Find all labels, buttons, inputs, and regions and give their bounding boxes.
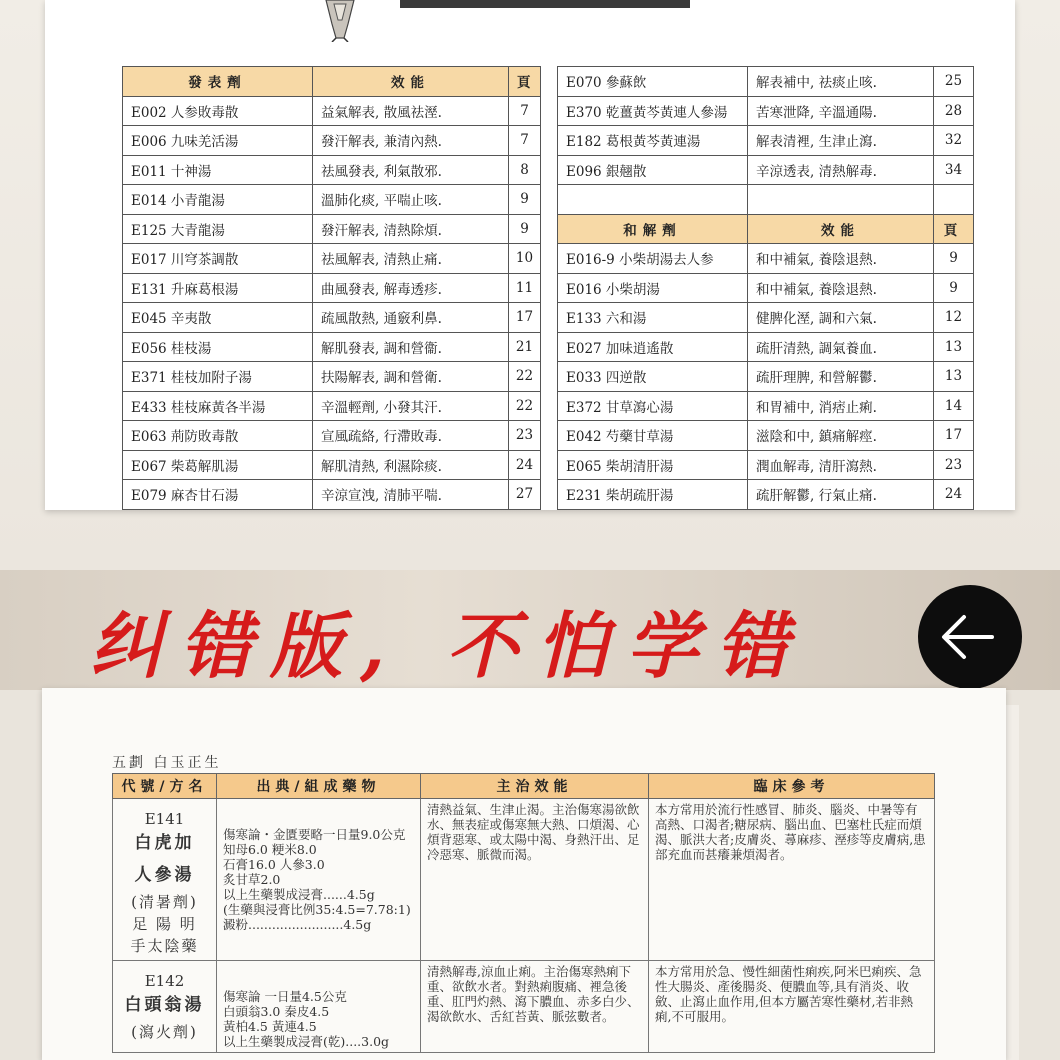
- formula-type: (瀉火劑): [131, 1023, 198, 1041]
- table-row: [558, 126, 974, 156]
- formula-effect: 扶陽解表, 調和營衛.: [313, 362, 509, 392]
- formula-type: (清暑劑): [131, 893, 198, 911]
- formula-name: E079 麻杏甘石湯: [123, 480, 313, 510]
- table-row: [123, 362, 541, 392]
- source-cell: [217, 799, 421, 961]
- formula-meridian: 足 陽 明: [132, 915, 197, 933]
- page-number: 24: [509, 450, 541, 480]
- blank-cell: [934, 185, 974, 215]
- table-row: [558, 332, 974, 362]
- formula-name: E063 荊防敗毒散: [123, 421, 313, 451]
- table-row: [123, 96, 541, 126]
- page-number: 10: [509, 244, 541, 274]
- formula-effect: 曲風發表, 解毒透疹.: [313, 273, 509, 303]
- formula-name: E096 銀翹散: [558, 155, 748, 185]
- formula-name: E056 桂枝湯: [123, 332, 313, 362]
- formula-name: E033 四逆散: [558, 362, 748, 392]
- formula-meridian: 手太陰藥: [130, 937, 199, 955]
- formula-effect: 辛溫輕劑, 小發其汗.: [313, 391, 509, 421]
- page-number: 9: [509, 185, 541, 215]
- formula-effect: 辛涼透表, 清熱解毒.: [748, 155, 934, 185]
- table-row: [123, 155, 541, 185]
- indication-cell: 清熱解毒,涼血止痢。主治傷寒熱痢下重、欲飲水者。對熱痢腹痛、裡急後重、肛門灼熱、瀉下膿血、赤多白少、渴欲飲水、舌紅苔黃、脈弦數者。: [421, 961, 649, 1053]
- formula-name: E182 葛根黃芩黃連湯: [558, 126, 748, 156]
- table-row: [558, 67, 974, 97]
- formula-effect: 解肌清熱, 利濕除痰.: [313, 450, 509, 480]
- blank-cell: [748, 185, 934, 215]
- formula-name: E065 柴胡清肝湯: [558, 450, 748, 480]
- formula-name: E133 六和湯: [558, 303, 748, 333]
- formula-effect: 祛風解表, 清熱止痛.: [313, 244, 509, 274]
- table-row: [558, 450, 974, 480]
- page-number: 7: [509, 96, 541, 126]
- chapter-heading: 五劃 白玉正生: [112, 755, 222, 771]
- table-row: [113, 961, 935, 1053]
- source-line: (生藥與浸膏比例35:4.5=7.78:1): [223, 902, 411, 917]
- formula-effect: 苦寒泄降, 辛溫通陽.: [748, 96, 934, 126]
- column-header: 發表劑: [123, 67, 313, 97]
- table-row: [558, 273, 974, 303]
- formula-name: E016 小柴胡湯: [558, 273, 748, 303]
- table-row: [123, 214, 541, 244]
- formula-effect: 發汗解表, 兼清內熱.: [313, 126, 509, 156]
- source-line: 黃柏4.5 黃連4.5: [223, 1019, 317, 1034]
- formula-name: E042 芍藥甘草湯: [558, 421, 748, 451]
- table-row: [123, 421, 541, 451]
- formula-name: 白頭翁湯: [124, 995, 205, 1015]
- formula-effect: 辛涼宣洩, 清肺平喘.: [313, 480, 509, 510]
- page-number: 25: [934, 67, 974, 97]
- left-arrow-icon: [918, 585, 1022, 689]
- formula-effect: 解肌發表, 調和營衞.: [313, 332, 509, 362]
- source-line: 炙甘草2.0: [223, 872, 281, 887]
- page-number: 8: [509, 155, 541, 185]
- table-row: [558, 155, 974, 185]
- scholar-figure-icon: [318, 0, 362, 42]
- formula-name: E006 九味羌活湯: [123, 126, 313, 156]
- formula-effect: 和中補氣, 養陰退熱.: [748, 273, 934, 303]
- formula-name: 人參湯: [134, 865, 195, 885]
- table-row: [123, 391, 541, 421]
- column-header: 頁: [509, 67, 541, 97]
- formula-effect: 滋陰和中, 鎮痛解痙.: [748, 421, 934, 451]
- harmonizing-formula-table: [557, 66, 974, 510]
- column-header: 效能: [748, 214, 934, 244]
- page-number: 9: [934, 244, 974, 274]
- formula-effect: 祛風發表, 利氣散邪.: [313, 155, 509, 185]
- source-line: 石膏16.0 人參3.0: [223, 857, 325, 872]
- table-row: [123, 303, 541, 333]
- exterior-formula-table: [122, 66, 541, 510]
- page-number: 12: [934, 303, 974, 333]
- blank-row: [558, 185, 974, 215]
- formula-id-cell: [113, 961, 217, 1053]
- formula-effect: 疏肝清熱, 調氣養血.: [748, 332, 934, 362]
- banner-title: 纠错版, 不怕学错: [90, 603, 807, 688]
- page-number: 13: [934, 332, 974, 362]
- formula-effect: 疏肝理脾, 和營解鬱.: [748, 362, 934, 392]
- page-number: 27: [509, 480, 541, 510]
- formula-name: E371 桂枝加附子湯: [123, 362, 313, 392]
- table-row: [123, 332, 541, 362]
- page-title-strip: [400, 0, 690, 8]
- formula-name: E002 人参敗毒散: [123, 96, 313, 126]
- page-number: 23: [509, 421, 541, 451]
- formula-effect: 和胃補中, 消痞止痢.: [748, 391, 934, 421]
- source-line: 知母6.0 粳米8.0: [223, 842, 317, 857]
- page-number: 21: [509, 332, 541, 362]
- page-number: 24: [934, 480, 974, 510]
- page-number: 28: [934, 96, 974, 126]
- formula-name: E014 小青龍湯: [123, 185, 313, 215]
- table-row: [123, 185, 541, 215]
- formula-name: E370 乾薑黃芩黃連人參湯: [558, 96, 748, 126]
- source-line: 以上生藥製成浸膏(乾)....3.0g: [223, 1034, 390, 1049]
- column-header: 頁: [934, 214, 974, 244]
- source-line: 傷寒論 一日量4.5公克: [223, 989, 347, 1004]
- page-number: 32: [934, 126, 974, 156]
- column-header: 出典/組成藥物: [217, 774, 421, 799]
- page-number: 9: [934, 273, 974, 303]
- back-button[interactable]: [918, 585, 1022, 689]
- formula-code: E142: [144, 972, 185, 990]
- page-number: 22: [509, 362, 541, 392]
- formula-name: E131 升麻葛根湯: [123, 273, 313, 303]
- table-row: [123, 450, 541, 480]
- page-number: 7: [509, 126, 541, 156]
- table-row: [558, 391, 974, 421]
- page-number: 23: [934, 450, 974, 480]
- formula-name: E045 辛夷散: [123, 303, 313, 333]
- formula-name: 白虎加: [134, 833, 195, 853]
- source-cell: [217, 961, 421, 1053]
- formula-id-cell: [113, 799, 217, 961]
- table-row: [113, 799, 935, 961]
- table-row: [558, 421, 974, 451]
- table-header-row: [123, 67, 541, 97]
- clinical-cell: 本方常用於急、慢性細菌性痢疾,阿米巴痢疾、急性大腸炎、產後腸炎、便膿血等,具有消炎、收斂、止瀉止血作用,但本方屬苦寒性藥材,若非熱痢,不可服用。: [649, 961, 935, 1053]
- page-number: 17: [934, 421, 974, 451]
- page-number: 22: [509, 391, 541, 421]
- table-row: [123, 480, 541, 510]
- formula-name: E017 川穹茶調散: [123, 244, 313, 274]
- page-number: 14: [934, 391, 974, 421]
- column-header: 代號/方名: [113, 774, 217, 799]
- formula-effect: 宣風疏絡, 行滯敗毒.: [313, 421, 509, 451]
- page-number: 34: [934, 155, 974, 185]
- source-line: 澱粉........................4.5g: [223, 917, 372, 932]
- formula-effect: 解表清裡, 生津止瀉.: [748, 126, 934, 156]
- formula-name: E067 柴葛解肌湯: [123, 450, 313, 480]
- page-number: 17: [509, 303, 541, 333]
- formula-effect: 和中補氣, 養陰退熱.: [748, 244, 934, 274]
- formula-effect: 疏肝解鬱, 行氣止痛.: [748, 480, 934, 510]
- formula-name: E011 十神湯: [123, 155, 313, 185]
- page-number: 13: [934, 362, 974, 392]
- formula-name: E433 桂枝麻黃各半湯: [123, 391, 313, 421]
- source-line: 傷寒論・金匱要略一日量9.0公克: [223, 827, 406, 842]
- source-line: 白頭翁3.0 秦皮4.5: [223, 1004, 330, 1019]
- table-row: [558, 244, 974, 274]
- indication-cell: 清熱益氣、生津止渴。主治傷寒湯欲飲水、無表症或傷寒無大熱、口煩渴、心煩背惡寒、或太陽中渴、身熱汗出、足冷惡寒、脈微而渴。: [421, 799, 649, 961]
- table-row: [123, 244, 541, 274]
- formula-effect: 溫肺化痰, 平喘止咳.: [313, 185, 509, 215]
- table-row: [558, 480, 974, 510]
- column-header: 效能: [313, 67, 509, 97]
- column-header: 和解劑: [558, 214, 748, 244]
- source-line: 以上生藥製成浸膏......4.5g: [223, 887, 375, 902]
- formula-effect: 解表補中, 祛痰止咳.: [748, 67, 934, 97]
- page-number: 9: [509, 214, 541, 244]
- table-row: [123, 273, 541, 303]
- blank-cell: [558, 185, 748, 215]
- formula-effect: 益氣解表, 散風祛溼.: [313, 96, 509, 126]
- formula-effect: 發汗解表, 清熱除煩.: [313, 214, 509, 244]
- table-row: [558, 362, 974, 392]
- formula-name: E125 大青龍湯: [123, 214, 313, 244]
- formula-name: E372 甘草瀉心湯: [558, 391, 748, 421]
- page-edge: [1005, 705, 1019, 1060]
- column-header: 臨床參考: [649, 774, 935, 799]
- formula-name: E070 參蘇飲: [558, 67, 748, 97]
- page-number: 11: [509, 273, 541, 303]
- formula-name: E231 柴胡疏肝湯: [558, 480, 748, 510]
- formula-effect: 健脾化溼, 調和六氣.: [748, 303, 934, 333]
- formula-detail-table: [112, 773, 935, 1053]
- formula-code: E141: [144, 810, 185, 828]
- formula-effect: 疏風散熱, 通竅利鼻.: [313, 303, 509, 333]
- column-header: 主治效能: [421, 774, 649, 799]
- table-row: [558, 303, 974, 333]
- formula-effect: 潤血解毒, 清肝瀉熱.: [748, 450, 934, 480]
- formula-name: E027 加味逍遙散: [558, 332, 748, 362]
- table-row: [123, 126, 541, 156]
- formula-name: E016-9 小柴胡湯去人参: [558, 244, 748, 274]
- table-row: [558, 96, 974, 126]
- table-header-row: [558, 214, 974, 244]
- clinical-cell: 本方常用於流行性感冒、肺炎、腦炎、中暑等有高熱、口渴者;糖尿病、腦出血、巴塞杜氏症而煩渴、脈洪大者;皮膚炎、蕁麻疹、溼疹等皮膚病,患部充血而甚癢兼煩渴者。: [649, 799, 935, 961]
